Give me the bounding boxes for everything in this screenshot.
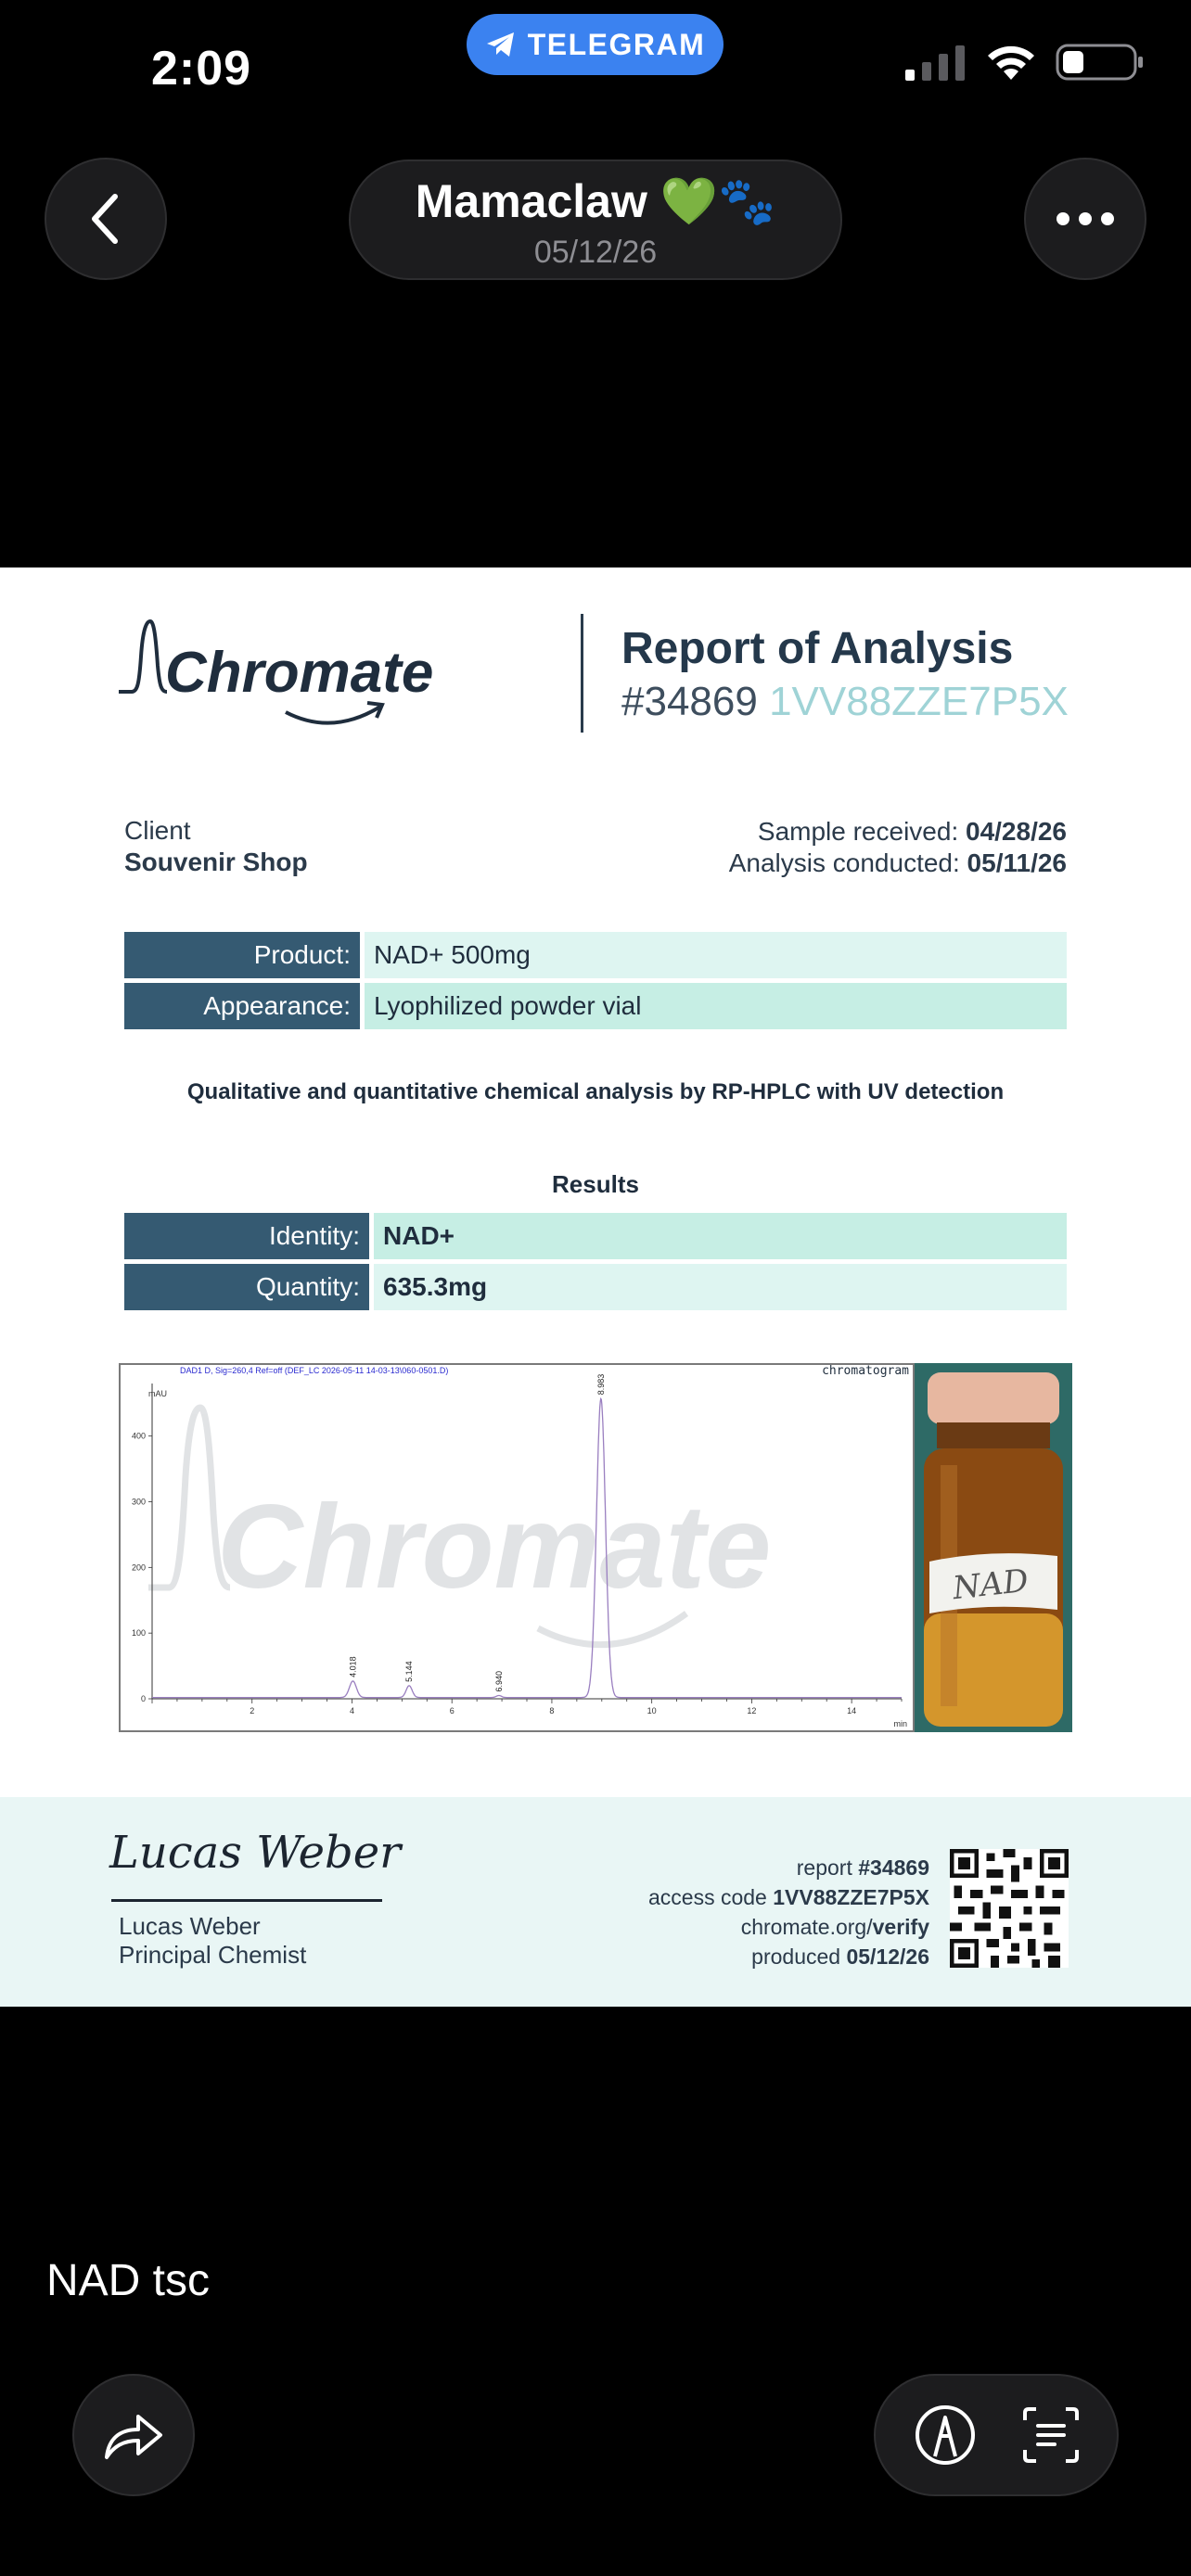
chat-date: 05/12/26 bbox=[533, 235, 658, 270]
status-time: 2:09 bbox=[151, 42, 252, 96]
report-code: 1VV88ZZE7P5X bbox=[769, 679, 1069, 724]
x-tick-label: 14 bbox=[847, 1706, 857, 1715]
vial-photo bbox=[915, 1363, 1072, 1732]
y-tick-label: 100 bbox=[131, 1628, 146, 1639]
appearance-value: Lyophilized powder vial bbox=[365, 983, 1067, 1029]
appearance-row: Appearance: Lyophilized powder vial bbox=[124, 983, 1067, 1029]
signature-line bbox=[111, 1899, 382, 1902]
signature: Lucas Weber bbox=[109, 1827, 402, 1879]
chromate-logo bbox=[119, 619, 471, 740]
telegram-label: TELEGRAM bbox=[527, 27, 706, 61]
peak-label: 5.144 bbox=[404, 1661, 415, 1682]
identity-value: NAD+ bbox=[374, 1213, 1067, 1259]
y-axis-label: mAU bbox=[148, 1389, 167, 1398]
chart-corner-label: chromatogram bbox=[822, 1365, 909, 1378]
telegram-return-pill[interactable] bbox=[467, 14, 724, 75]
product-value: NAD+ 500mg bbox=[365, 932, 1067, 978]
peak-label: 8.983 bbox=[596, 1373, 606, 1396]
status-indicators bbox=[905, 43, 1145, 82]
x-tick-label: 6 bbox=[449, 1706, 455, 1715]
client-name: Souvenir Shop bbox=[124, 848, 308, 876]
quantity-row: Quantity: 635.3mg bbox=[124, 1264, 1067, 1310]
analysis-date: 05/11/26 bbox=[967, 848, 1067, 877]
product-row: Product: NAD+ 500mg bbox=[124, 932, 1067, 978]
y-tick-label: 200 bbox=[131, 1562, 146, 1573]
report-dates: Sample received: 04/28/26 Analysis conducted: 05/11/26 bbox=[728, 817, 1067, 877]
method-description: Qualitative and quantitative chemical analysis by RP-HPLC with UV detection bbox=[186, 1079, 1005, 1104]
share-button[interactable] bbox=[72, 2374, 195, 2496]
report-title: Report of Analysis bbox=[621, 624, 1014, 673]
x-tick-label: 2 bbox=[250, 1706, 255, 1715]
identity-row: Identity: NAD+ bbox=[124, 1213, 1067, 1259]
chart-title: DAD1 D, Sig=260,4 Ref=off (DEF_LC 2026-05-11 14-03-13\060-0501.D) bbox=[180, 1366, 449, 1375]
signer-name: Lucas Weber bbox=[119, 1912, 261, 1940]
peak-label: 6.940 bbox=[493, 1670, 504, 1692]
signature-footer bbox=[0, 1797, 1191, 2007]
chat-title-pill[interactable] bbox=[349, 159, 842, 280]
more-dots-icon bbox=[1056, 211, 1115, 226]
wifi-icon bbox=[985, 43, 1037, 82]
back-button[interactable] bbox=[45, 158, 167, 280]
y-tick-label: 300 bbox=[131, 1497, 146, 1507]
back-chevron-icon bbox=[87, 191, 124, 247]
y-tick-label: 0 bbox=[140, 1694, 146, 1703]
signer-title: Principal Chemist bbox=[119, 1941, 307, 1969]
qr-code-icon bbox=[950, 1849, 1069, 1968]
y-tick-label: 400 bbox=[131, 1431, 146, 1441]
more-button[interactable] bbox=[1024, 158, 1146, 280]
chat-name: Mamaclaw 💚🐾 bbox=[415, 175, 776, 227]
live-text-icon[interactable] bbox=[1021, 2405, 1081, 2465]
x-tick-label: 8 bbox=[549, 1706, 555, 1715]
photo-caption: NAD tsc bbox=[46, 2256, 211, 2305]
telegram-icon bbox=[485, 31, 517, 58]
verification-info: report #34869 access code 1VV88ZZE7P5X chromate.org/verify produced 05/12/26 bbox=[647, 1855, 929, 1969]
report-number: #34869 1VV88ZZE7P5X bbox=[621, 679, 1069, 724]
results-heading: Results bbox=[552, 1170, 639, 1198]
client-label: Client bbox=[124, 816, 191, 845]
share-arrow-icon bbox=[101, 2407, 166, 2463]
quantity-value: 635.3mg bbox=[374, 1264, 1067, 1310]
header-divider bbox=[581, 614, 583, 733]
svg-text:Chromate: Chromate bbox=[217, 1481, 772, 1613]
x-tick-label: 4 bbox=[349, 1706, 354, 1715]
peak-label: 4.018 bbox=[348, 1656, 358, 1677]
chromatogram bbox=[119, 1363, 915, 1732]
vial-label: NAD bbox=[951, 1562, 1031, 1608]
markup-pen-icon[interactable] bbox=[913, 2403, 978, 2468]
sample-received-date: 04/28/26 bbox=[966, 817, 1067, 846]
x-tick-label: 10 bbox=[647, 1706, 657, 1715]
svg-text:Chromate: Chromate bbox=[165, 641, 434, 705]
report-image[interactable] bbox=[0, 567, 1191, 2007]
battery-icon bbox=[1056, 43, 1145, 82]
x-axis-label: min bbox=[893, 1719, 907, 1728]
signal-icon bbox=[905, 44, 967, 81]
image-tools bbox=[874, 2374, 1119, 2496]
x-tick-label: 12 bbox=[747, 1706, 757, 1715]
signer bbox=[119, 1912, 306, 1970]
chromate-watermark bbox=[148, 1408, 771, 1645]
